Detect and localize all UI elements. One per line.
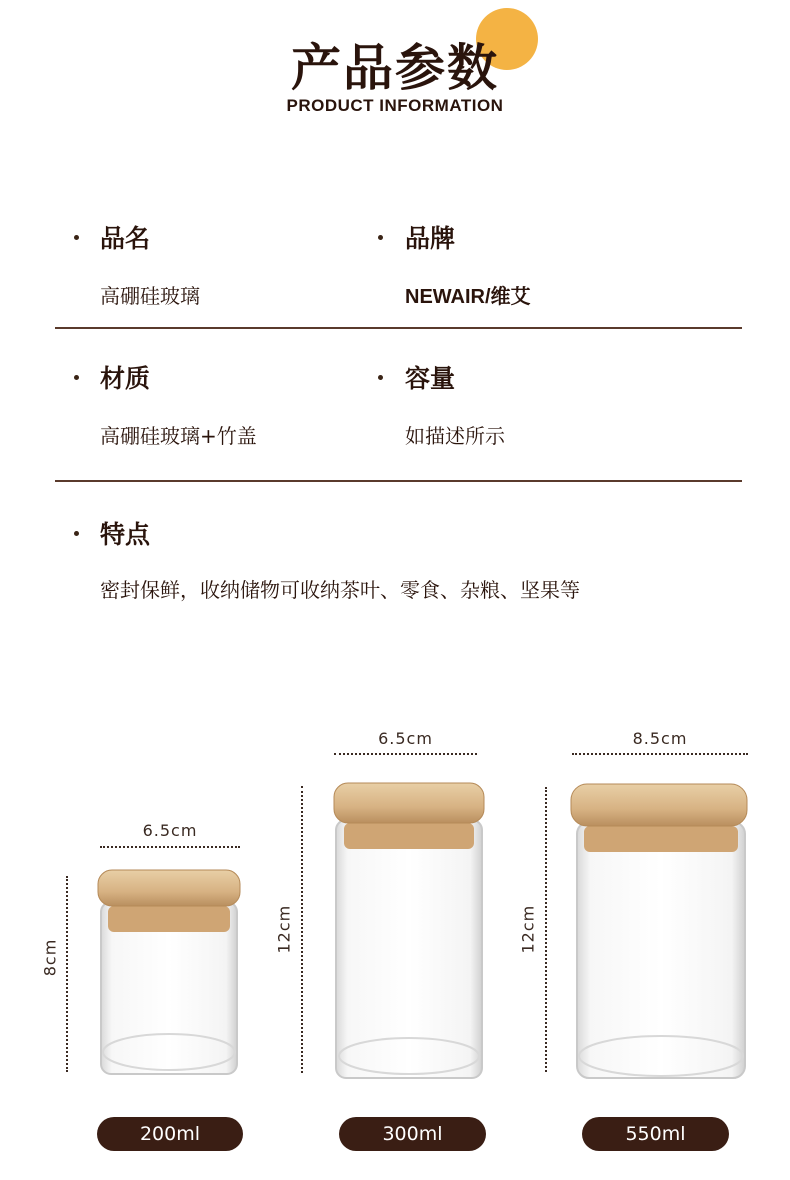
- bullet-icon: [74, 235, 79, 240]
- divider: [55, 480, 742, 482]
- capacity-badge-200: 200ml: [97, 1117, 243, 1151]
- spec-label-name: 品名: [100, 224, 151, 253]
- width-dimension-line: [572, 753, 748, 755]
- bullet-icon: [74, 375, 79, 380]
- jar-large: [571, 784, 747, 1078]
- height-dimension-line: [301, 786, 303, 1073]
- bullet-icon: [378, 235, 383, 240]
- jar-medium-height-label: 12cm: [274, 904, 294, 954]
- capacity-badge-300: 300ml: [339, 1117, 486, 1151]
- page-title: 产品参数: [291, 39, 499, 97]
- spec-value-features: 密封保鲜，收纳储物可收纳茶叶、零食、杂粮、坚果等: [100, 578, 580, 602]
- width-dimension-line: [334, 753, 477, 755]
- spec-value-material: 高硼硅玻璃+竹盖: [100, 424, 257, 448]
- bullet-icon: [74, 531, 79, 536]
- page-subtitle: PRODUCT INFORMATION: [286, 96, 504, 115]
- spec-label-material: 材质: [100, 364, 151, 393]
- spec-value-capacity: 如描述所示: [405, 424, 505, 448]
- width-dimension-line: [100, 846, 240, 848]
- page-header: [0, 0, 790, 130]
- jar-medium-width-label: 6.5cm: [378, 729, 433, 748]
- jar-large-width-label: 8.5cm: [632, 729, 688, 748]
- spec-label-capacity: 容量: [405, 364, 456, 393]
- jar-small-height-label: 8cm: [40, 938, 60, 977]
- spec-label-brand: 品牌: [405, 224, 456, 253]
- jar-small: [98, 870, 240, 1074]
- height-dimension-line: [66, 876, 68, 1072]
- bullet-icon: [378, 375, 383, 380]
- capacity-badge-550: 550ml: [582, 1117, 729, 1151]
- jar-medium: [334, 783, 484, 1078]
- spec-label-features: 特点: [100, 520, 151, 549]
- height-dimension-line: [545, 787, 547, 1072]
- divider: [55, 327, 742, 329]
- jar-large-height-label: 12cm: [518, 904, 538, 954]
- jar-small-width-label: 6.5cm: [142, 821, 198, 840]
- spec-value-brand: NEWAIR/维艾: [405, 286, 531, 308]
- spec-value-name: 高硼硅玻璃: [100, 284, 200, 308]
